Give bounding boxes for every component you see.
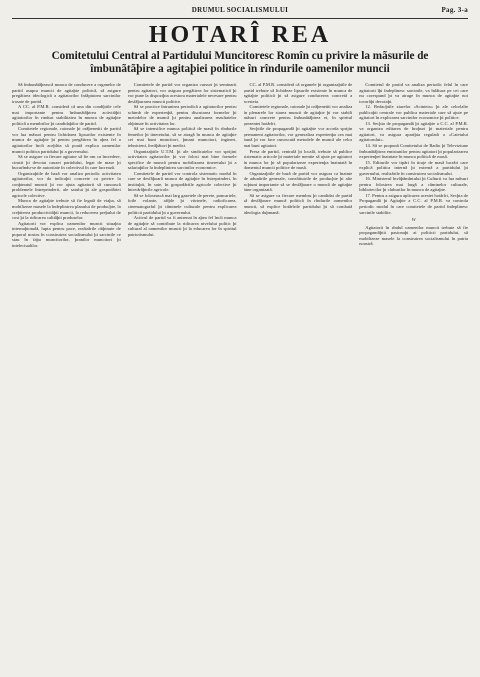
text-column-1 (12, 82, 121, 669)
paragraph: Comitetele de partid vor controla sistematic modul în care se desfãþoarã munca de agitaþie în întreprinderi, în instituþii, în sate, în gospodãriile agricole colective þi întovãrãþirile agricole. (127, 170, 237, 193)
paragraph: 16. Ministerul învãþãmîntului þi Culturii va lua mãsuri pentru folosirea mai largã a cãminelor culturale, bibliotecilor þi cluburilor în munca de agitaþie. (359, 176, 468, 193)
paragraph: Organizaþiile de bazã vor analiza periodic activitatea agitatorilor, vor da indicaþii concrete cu privire la conþinutul muncii þi vor ajuta agitatorii sã cunoascã problemele întreprinderii, ale satului þi ale gospodãriei agricole colective. (12, 170, 121, 198)
paragraph: 12. Redacþiile ziarelor «Scinteia» þi ale celorlalte publicaþii centrale vor publica materiale care sã ajute pe agitatori în explicarea sarcinilor economice þi politice. (359, 104, 468, 121)
paragraph: 14. Sã se propunã Comitetului de Radio þi Televiziune îmbunãtãþirea emisiunilor pentru agitatori þi popularizarea experienþei înaintate în munca politicã de masã. (359, 143, 468, 160)
page-header (12, 4, 468, 19)
paragraph: Activul de partid va fi antrenat în aþea fel încît munca de agitaþie sã contribuie la ridicarea nivelului politic þi cultural al oamenilor muncii þi la educarea lor în spiritul patriotismului. (127, 215, 237, 237)
publication-name: DRUMUL SOCIALISMULUI (191, 6, 289, 14)
paragraph: Sã se foloseascã mai larg gazetele de perete, pancartele, foile volante, afiþle þi vitrinele, radioficarea, cinematograful þi cãminele culturale pentru explicarea politicii partidului þi a guvernului. (127, 192, 237, 215)
paragraph: Organizaþiile de bazã de partid vor asigura ca înainte de adunãrile generale, consfätuirile de producþie þi alte acþiuni importante sã se desfãþoare o muncã de agitaþie bine organizatã. (243, 170, 353, 193)
paragraph: 17. Pentru a asigura aplicarea acestei hotãrîri, Secþia de Propagandã þi Agitaþie a C.C. al P.M.R. va controla periodic modul în care comitetele de partid îndeplinesc sarcinile stabilite. (359, 192, 468, 215)
paragraph: Comitetul de partid va analiza periodic felul în care agitatorii îþi îndeplinesc sarcinile, va înlãtura pe cei care nu corespund þi va atrage în munca de agitaþie noi tovarãþi devotaþi. (359, 82, 468, 104)
paragraph: Sã se asigure ca fiecare membru þi candidat de partid sã desfãþoare muncã politicã în rîndurile oamenilor muncii, sã explice hotãrîrile partidului þi sã combatã ideologia duþmanã. (243, 192, 353, 215)
paragraph: Sã se asigure ca fiecare agitator sã fie om cu încredere, cinstit þi devotat cauzei partidului, legat de mase þi bucurîndu-se de autoritate în colectivul în care lucreazã. (12, 154, 121, 171)
paragraph: Sã se practice întrunirea periodicã a agitatorilor pentru schimb de experienþã, pentru discutarea formelor þi metodelor de muncã þi pentru analizarea rezultatelor obþinute în activitatea lor. (127, 104, 237, 126)
paragraph: Munca de agitaþie trebuie sã fie legatã de viaþa, sã mobilizeze masele la îndeplinirea planului de producþie, la creþtterea productivitãþii muncii, la reducerea preþului de cost þi la ridicarea calitãþii produselor. (12, 198, 121, 221)
paragraph: Comitetele de partid vor organiza cursuri þi seminarii pentru agitatori, vor asigura pregãtirea lor sistematicã þi vor pune la dispoziþia acestora materialele necesare pentru desfãþurarea muncii politice. (127, 82, 237, 104)
paragraph: Secþiile de propagandã þi agitaþie vor acorda sprijin permanent agitatorilor, vor generaliza experienþa cea mai bunã þi vor face cunoscutã metodele de muncã ale celor mai buni agitatori. (243, 126, 353, 149)
paragraph: Comitetele regionale, raionale þi orãþeneúti de partid vor lua mãsuri pentru lichidarea lipsurilor existente în munca de agitaþie þi pentru pregãtirea în aþea fel a agitatorilor încît aceþltia sã poatã explica oamenilor muncii politica partidului þi a guvernului. (12, 126, 121, 154)
paragraph: Presa de partid, centralã þi localã, trebuie sã publice sistematic articole þi materiale menite sã ajute pe agitatori în munca lor þi sã popularizeze experienþa înaintatã în domeniul muncii politice de masã. (243, 148, 353, 171)
paragraph: Sã se intensifice munca politicã de masã în rîndurile femeilor þi tineretului, sã se atragã în munca de agitaþie cei mai buni muncitori, þmani muncitori, ingineri, tehnicieni, învãþãtori þi medici. (127, 126, 237, 149)
paragraph: CC. al P.M.R. considerã cã organele þi organizaþiile de partid trebuie sã lichideze lipsurile existente în munca de agitaþie politicã þi sã asigure conducerea concretã a acesteia. (243, 82, 353, 104)
paragraph: A CC. al P.M.R. considerã cã una din condiþiile cele mai importante pentru îmbunãtãþirea activitãþii agitatorilor în rinduri stabilitatea în munca de agitaþie politicã a membrilor þi candidaþilor de partid. (12, 104, 121, 126)
paragraph: 13. Secþia de propagandã þi agitaþie a C.C. al P.M.R. va organiza editarea de broþuri þi materiale pentru agitatori, va asigura apariþia regulatã a «Caietului agitatorului». (359, 120, 468, 143)
paragraph: Organizaþiile U.T.M. þi ale sindicatelor vor sprijini activitatea agitatorilor þi vor folosi mai bine formele specifice de muncã pentru mobilizarea tineretului þi a salariaþilor la îndeplinirea sarcinilor economice. (127, 148, 237, 171)
paragraph: Agitatorii vor explica oamenilor muncii situaþia internaþionalã, lupta pentru pace, realizãrile obþinute de poporul nostru în construirea socialismului þi sarcinile ce stau în faþa muncitorilor, þranilor muncitori þi intelectualilor. (12, 220, 121, 248)
paragraph: Comitetele regionale, raionale þi orãþeneúti vor analiza în plenarele lor starea muncii de agitaþie þi vor stabili mãsuri concrete pentru îmbunãtãþirea ei, în spiritul prezentei hotãrîri. (243, 104, 353, 126)
article-title: HOTARÎ REA (148, 22, 332, 48)
paragraph: Sã îmbunãtãþeascã munca de conducere a organelor de partid asupra muncii de agitaþie politicã, sã asigure pregãtirea ideologicã a agitatorilor înfãptuirea sarcinilor trasate de partid. (12, 82, 121, 104)
article-subtitle: Comitetului Central al Partidului Muncitoresc Romîn cu privire la mãsurile de îmbunãtãþire a agitaþiei politice în rîndurile oamenilor muncii (51, 50, 429, 75)
text-column-4 (359, 82, 468, 669)
text-column-3 (244, 82, 353, 669)
text-column-2 (128, 82, 237, 669)
paragraph: Agitatorii în rîndul oamenilor muncii trebuie sã fie propagandiþtii pasionaþi ai politicii partidului, sã mobilizeze masele la construirea socialismului în patria noastrã. (359, 224, 468, 247)
paragraph: 15. Editurile vor tipãri în tiraje de masã lucrãri care explicã politica internã þi externã a partidului þi guvernului, realizãrile în construirea socialismului. (359, 159, 468, 176)
page-number: Pag. 3-a (441, 6, 468, 14)
closing-mark: W (411, 217, 416, 223)
article-body (12, 82, 468, 669)
